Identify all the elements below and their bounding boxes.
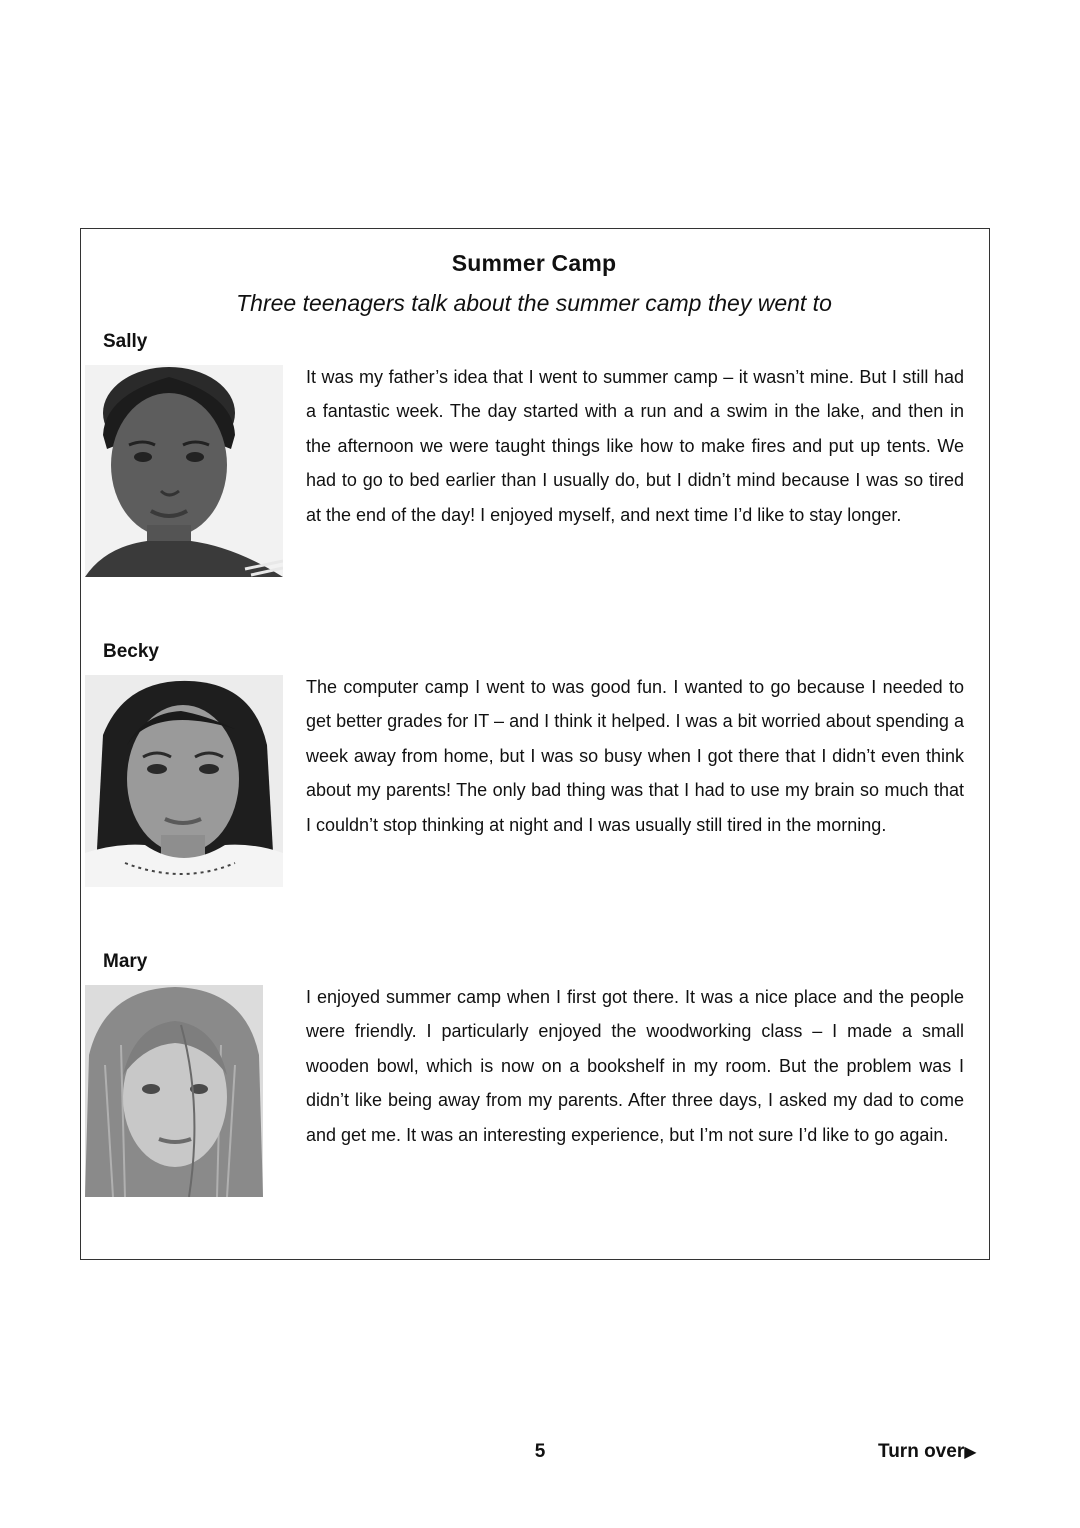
right-triangle-icon: ▶	[964, 1444, 977, 1461]
entry-text-sally: It was my father’s idea that I went to summer camp – it wasn’t mine. But I still had a fantastic week. The day started with a run and a swim in the lake, and then in the afternoon we were taught things like how to make fires and put up tents. We had to go to bed earlier than I usually do, but I didn’t mind because I was so tired at the end of the day! I enjoyed myself, and next time I’d like to stay longer.	[306, 367, 964, 525]
article-subtitle: Three teenagers talk about the summer camp they went to	[236, 290, 832, 316]
turn-over	[878, 1441, 977, 1463]
becky-photo	[85, 675, 283, 887]
article-title: Summer Camp	[451, 250, 617, 276]
turn-over-label: Turn over	[878, 1441, 965, 1462]
entry-name-sally: Sally	[103, 331, 148, 352]
entry-name-becky: Becky	[103, 641, 159, 662]
entry-text-mary: I enjoyed summer camp when I first got there. It was a nice place and the people were friendly. I particularly enjoyed the woodworking class – I made a small wooden bowl, which is now on a bookshelf in my room. But the problem was I didn’t like being away from my parents. After three days, I asked my dad to come and get me. It was an interesting experience, but I’m not sure I’d like to go again.	[306, 987, 964, 1145]
entry-name-mary: Mary	[103, 951, 148, 972]
page-number: 5	[534, 1441, 546, 1462]
entry-text-becky: The computer camp I went to was good fun. I wanted to go because I needed to get better grades for IT – and I think it helped. I was a bit worried about spending a week away from home, but I was so busy when I got there that I didn’t even think about my parents! The only bad thing was that I had to use my brain so much that I couldn’t stop thinking at night and I was usually still tired in the morning.	[306, 677, 964, 835]
mary-photo	[85, 985, 263, 1197]
sally-photo	[85, 365, 283, 577]
